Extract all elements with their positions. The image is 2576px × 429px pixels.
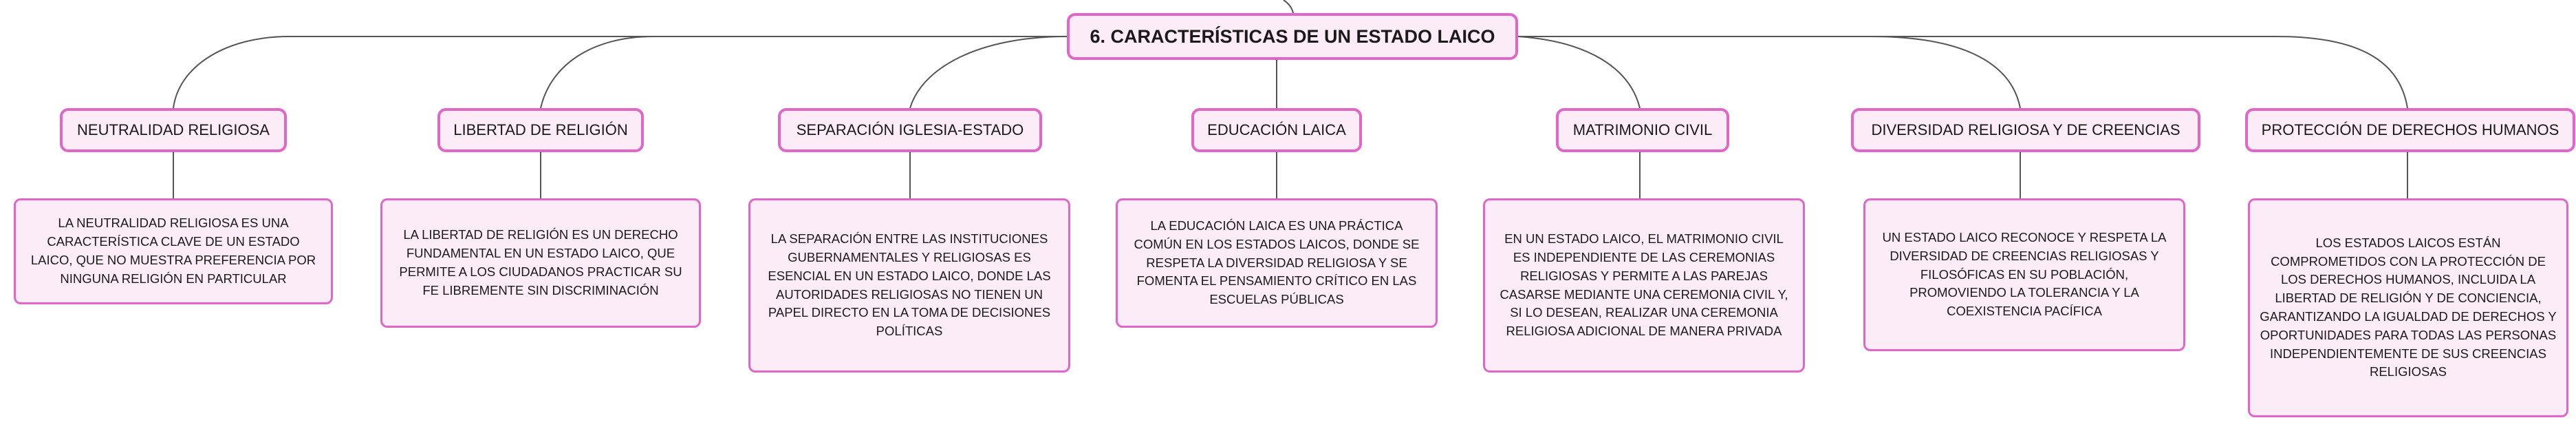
description-educacion-laica[interactable] <box>1116 198 1438 328</box>
connector-root-neutralidad <box>173 36 1067 108</box>
connector-root-matrimonio <box>1518 36 1640 108</box>
description-matrimonio-civil[interactable] <box>1483 198 1805 373</box>
description-text: LA LIBERTAD DE RELIGIÓN ES UN DERECHO FUNDAMENTAL EN UN ESTADO LAICO, QUE PERMITE A LOS CIUDADANOS PRACTICAR SU FE LIBREMENTE SIN DISCRIMINACIÓN <box>399 227 682 297</box>
description-neutralidad-religiosa[interactable] <box>14 198 333 304</box>
description-proteccion-derechos-humanos[interactable] <box>2248 198 2568 417</box>
topic-label: LIBERTAD DE RELIGIÓN <box>453 121 628 138</box>
topic-proteccion-derechos-humanos[interactable] <box>2245 108 2575 152</box>
root-title: 6. CARACTERÍSTICAS DE UN ESTADO LAICO <box>1090 25 1495 47</box>
topic-matrimonio-civil[interactable] <box>1556 108 1729 152</box>
connector-parent <box>1284 0 1293 13</box>
topic-libertad-de-religion[interactable] <box>437 108 644 152</box>
root-node[interactable] <box>1067 13 1518 60</box>
topic-label: NEUTRALIDAD RELIGIOSA <box>77 121 270 138</box>
topic-label: DIVERSIDAD RELIGIOSA Y DE CREENCIAS <box>1871 121 2180 138</box>
topic-diversidad-religiosa[interactable] <box>1851 108 2200 152</box>
description-text: EN UN ESTADO LAICO, EL MATRIMONIO CIVIL ES INDEPENDIENTE DE LAS CEREMONIAS RELIGIOSAS Y PERMITE A LAS PAREJAS CASARSE MEDIANTE UNA CEREMONIA CIVIL Y, SI LO DESEAN, REALIZAR UNA CEREMONIA RELIGIOSA ADICIONAL DE MANERA PRIVADA <box>1500 231 1788 339</box>
description-text: UN ESTADO LAICO RECONOCE Y RESPETA LA DIVERSIDAD DE CREENCIAS RELIGIOSAS Y FILOSÓFICAS EN SU POBLACIÓN, PROMOVIENDO LA TOLERANCIA Y LA COEXISTENCIA PACÍFICA <box>1882 229 2167 319</box>
topic-label: MATRIMONIO CIVIL <box>1572 121 1713 138</box>
description-text: LA NEUTRALIDAD RELIGIOSA ES UNA CARACTERÍSTICA CLAVE DE UN ESTADO LAICO, QUE NO MUESTRA PREFERENCIA POR NINGUNA RELIGIÓN EN PARTICULAR <box>30 216 316 286</box>
topic-label: PROTECCIÓN DE DERECHOS HUMANOS <box>2261 121 2559 138</box>
description-text: LA SEPARACIÓN ENTRE LAS INSTITUCIONES GUBERNAMENTALES Y RELIGIOSAS ES ESENCIAL EN UN ESTADO LAICO, DONDE LAS AUTORIDADES RELIGIOSAS NO TIENEN UN PAPEL DIRECTO EN LA TOMA DE DECISIONES POLÍTICAS <box>768 231 1051 339</box>
description-separacion-iglesia-estado[interactable] <box>748 198 1070 373</box>
topic-separacion-iglesia-estado[interactable] <box>778 108 1042 152</box>
connector-root-separacion <box>910 36 1067 108</box>
connector-root-proteccion <box>1518 36 2407 108</box>
description-text: LOS ESTADOS LAICOS ESTÁN COMPROMETIDOS CON LA PROTECCIÓN DE LOS DERECHOS HUMANOS, INCLUIDA LA LIBERTAD DE RELIGIÓN Y DE CONCIENCIA, GARANTIZANDO LA IGUALDAD DE DERECHOS Y OPORTUNIDADES PARA TODAS LAS PERSONAS INDEPENDIENTEMENTE DE SUS CREENCIAS RELIGIOSAS <box>2260 235 2557 379</box>
description-text: LA EDUCACIÓN LAICA ES UNA PRÁCTICA COMÚN EN LOS ESTADOS LAICOS, DONDE SE RESPETA LA DIVERSIDAD RELIGIOSA Y SE FOMENTA EL PENSAMIENTO CRÍTICO EN LAS ESCUELAS PÚBLICAS <box>1134 218 1420 307</box>
topic-label: SEPARACIÓN IGLESIA-ESTADO <box>796 121 1024 138</box>
connector-root-libertad <box>541 36 1067 108</box>
topic-neutralidad-religiosa[interactable] <box>60 108 287 152</box>
connector-root-diversidad <box>1518 36 2020 108</box>
topic-label: EDUCACIÓN LAICA <box>1207 121 1346 138</box>
description-diversidad-religiosa[interactable] <box>1863 198 2185 351</box>
description-libertad-de-religion[interactable] <box>380 198 701 328</box>
topic-educacion-laica[interactable] <box>1191 108 1362 152</box>
